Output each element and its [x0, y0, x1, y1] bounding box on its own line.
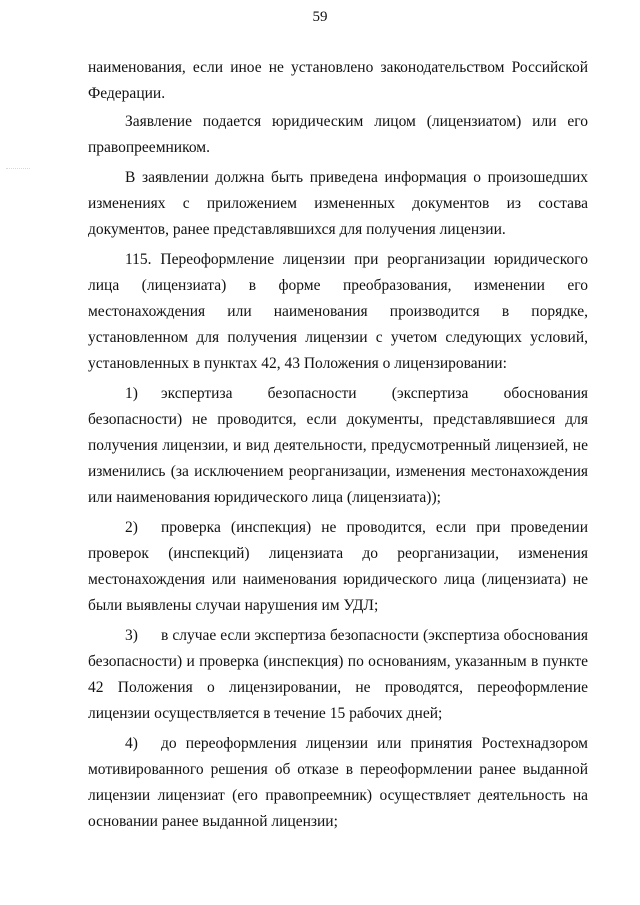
list-item-text: экспертиза безопасности (экспертиза обоснования безопасности) не проводится, если документы, представлявшиеся для получения лицензии, и вид деятельности, предусмотренный лицензией, не изменились (за исключением реорганизации, изменения местонахождения или наименования юридического лица (лицензиата)); — [88, 385, 588, 506]
margin-mark — [6, 168, 30, 170]
list-item-number: 1) — [125, 385, 138, 402]
paragraph-continuation: наименования, если иное не установлено законодательством Российской Федерации. — [88, 59, 588, 102]
paragraph-application: Заявление подается юридическим лицом (лицензиатом) или его правопреемником. — [88, 113, 588, 156]
list-item-number: 2) — [125, 519, 138, 536]
list-item-text: проверка (инспекция) не проводится, если при проведении проверок (инспекций) лицензиата до реорганизации, изменения местонахождения или наименования юридического лица (лицензиата) не были выявлены случаи нарушения им УДЛ; — [88, 519, 588, 614]
paragraph-information: В заявлении должна быть приведена информация о произошедших изменениях с приложением измененных документов из состава документов, ранее представлявшихся для получения лицензии. — [88, 169, 588, 238]
paragraph-clause-115: 115. Переоформление лицензии при реорганизации юридического лица (лицензиата) в форме преобразования, изменении его местонахождения или наименования производится в порядке, установленном для получения лицензии с учетом следующих условий, установленных в пунктах 42, 43 Положения о лицензировании: — [88, 251, 588, 372]
list-item-1 — [88, 381, 588, 511]
page-number: 59 — [312, 9, 328, 25]
list-item-2 — [88, 515, 588, 619]
list-item-3 — [88, 623, 588, 727]
list-item-number: 3) — [125, 627, 138, 644]
list-item-4 — [88, 731, 588, 835]
list-item-text: до переоформления лицензии или принятия Ростехнадзором мотивированного решения об отказе в переоформлении ранее выданной лицензии лицензиат (его правопреемник) осуществляет деятельность на основании ранее выданной лицензии; — [88, 735, 588, 830]
document-body — [88, 55, 588, 835]
list-item-number: 4) — [125, 735, 138, 752]
list-item-text: в случае если экспертиза безопасности (экспертиза обоснования безопасности) и проверка (инспекция) по основаниям, указанным в пункте 42 Положения о лицензировании, не проводятся, переоформление лицензии осуществляется в течение 15 рабочих дней; — [88, 627, 588, 722]
